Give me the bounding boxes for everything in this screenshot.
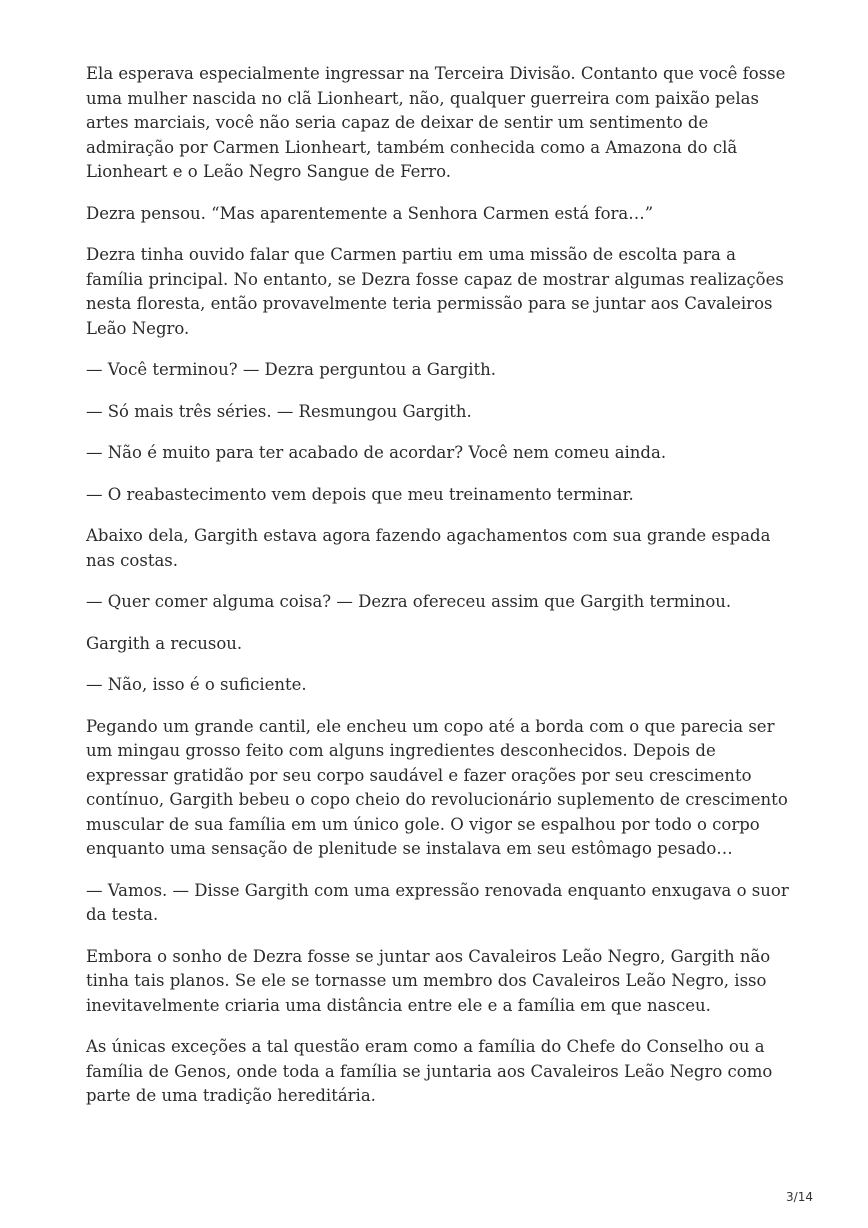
paragraph: Abaixo dela, Gargith estava agora fazendo agachamentos com sua grande espada nas costas. (86, 526, 771, 570)
paragraph: As únicas exceções a tal questão eram como a família do Chefe do Conselho ou a família de Genos, onde toda a família se juntaria aos Cavaleiros Leão Negro como parte de uma tradição hereditária. (86, 1037, 773, 1105)
paragraph: Gargith a recusou. (86, 633, 243, 653)
dialogue-line: — Vamos. — Disse Gargith com uma expressão renovada enquanto enxugava o suor da testa. (86, 880, 789, 924)
paragraph: Ela esperava especialmente ingressar na Terceira Divisão. Contanto que você fosse uma mulher nascida no clã Lionheart, não, qualquer guerreira com paixão pelas artes marciais, você não seria capaz de deixar de sentir um sentimento de admiração por Carmen Lionheart, também conhecida como a Amazona do clã Lionheart e o Leão Negro Sangue de Ferro. (86, 64, 786, 181)
paragraph: Pegando um grande cantil, ele encheu um copo até a borda com o que parecia ser um mingau grosso feito com alguns ingredientes desconhecidos. Depois de expressar gratidão por seu corpo saudável e fazer orações por seu crescimento contínuo, Gargith bebeu o copo cheio do revolucionário suplemento de crescimento muscular de sua família em um único gole. O vigor se espalhou por todo o corpo enquanto uma sensação de plenitude se instalava em seu estômago pesado… (86, 716, 788, 858)
paragraph: Embora o sonho de Dezra fosse se juntar aos Cavaleiros Leão Negro, Gargith não tinha tais planos. Se ele se tornasse um membro dos Cavaleiros Leão Negro, isso inevitavelmente criaria uma distância entre ele e a família em que nasceu. (86, 946, 771, 1015)
document-body (86, 62, 796, 1126)
dialogue-line: — Só mais três séries. — Resmungou Gargith. (86, 401, 472, 421)
dialogue-line: — Não é muito para ter acabado de acordar? Você nem comeu ainda. (86, 443, 667, 462)
dialogue-line: — Você terminou? — Dezra perguntou a Gargith. (86, 360, 497, 379)
page-number: 3/14 (786, 1190, 813, 1204)
dialogue-line: — Quer comer alguma coisa? — Dezra ofereceu assim que Gargith terminou. (86, 592, 732, 611)
paragraph: Dezra tinha ouvido falar que Carmen partiu em uma missão de escolta para a família principal. No entanto, se Dezra fosse capaz de mostrar algumas realizações nesta floresta, então provavelmente teria permissão para se juntar aos Cavaleiros Leão Negro. (86, 245, 784, 338)
dialogue-line: — Não, isso é o suficiente. (86, 675, 307, 694)
dialogue-line: — O reabastecimento vem depois que meu treinamento terminar. (86, 484, 634, 504)
paragraph: Dezra pensou. “Mas aparentemente a Senhora Carmen está fora…” (86, 203, 654, 223)
